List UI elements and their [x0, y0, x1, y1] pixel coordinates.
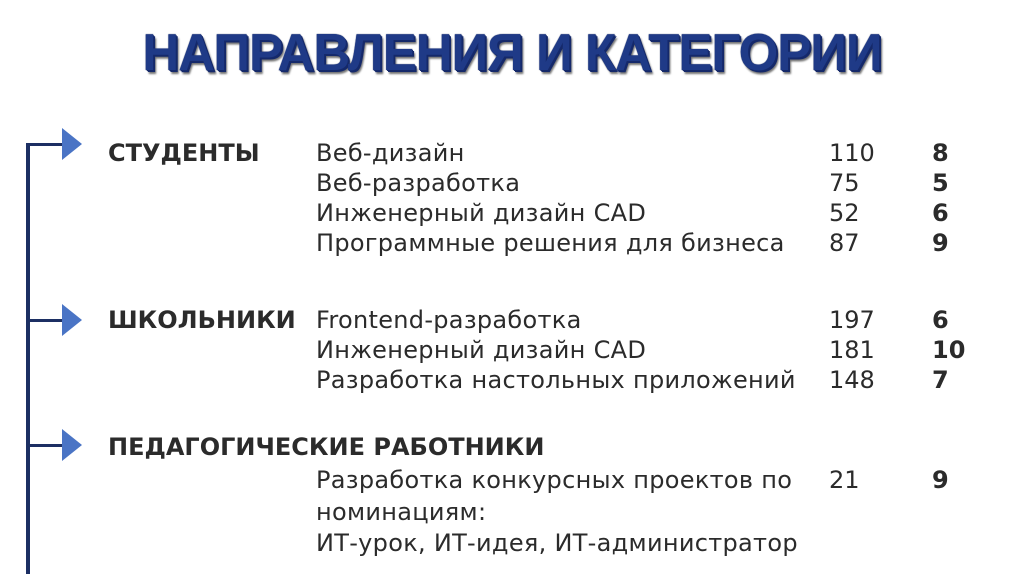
rating-value: 6	[932, 306, 949, 334]
course-name: Веб-дизайн	[316, 139, 465, 167]
course-name: Инженерный дизайн CAD	[316, 199, 647, 227]
participant-count: 148	[829, 366, 875, 394]
course-name: Программные решения для бизнеса	[316, 229, 785, 257]
participant-count: 181	[829, 336, 875, 364]
course-name: Frontend-разработка	[316, 306, 582, 334]
table-row	[0, 199, 1024, 229]
table-row	[0, 139, 1024, 169]
rating-value: 9	[932, 229, 949, 257]
participant-count: 87	[829, 229, 860, 257]
table-row	[0, 169, 1024, 199]
table-row	[0, 366, 1024, 396]
rating-value: 10	[932, 336, 966, 364]
rating-value: 5	[932, 169, 949, 197]
participant-count: 21	[829, 466, 860, 494]
table-row	[0, 306, 1024, 336]
course-name: Разработка настольных приложений	[316, 366, 796, 394]
participant-count: 197	[829, 306, 875, 334]
participant-count: 110	[829, 139, 875, 167]
table-row	[0, 229, 1024, 259]
course-name: Разработка конкурсных проектов по	[316, 466, 793, 494]
rating-value: 8	[932, 139, 949, 167]
category-teachers: ПЕДАГОГИЧЕСКИЕ РАБОТНИКИ	[108, 433, 545, 461]
course-name: Инженерный дизайн CAD	[316, 336, 647, 364]
slide-title: НАПРАВЛЕНИЯ И КАТЕГОРИИ	[142, 24, 882, 82]
category-schoolchildren: ШКОЛЬНИКИ	[108, 306, 296, 334]
rating-value: 6	[932, 199, 949, 227]
right-triangle-arrow-icon	[62, 429, 82, 461]
course-name-continuation: ИТ-урок, ИТ-идея, ИТ-администратор	[316, 529, 798, 557]
category-students: СТУДЕНТЫ	[108, 139, 260, 167]
rating-value: 9	[932, 466, 949, 494]
participant-count: 75	[829, 169, 860, 197]
table-row	[0, 336, 1024, 366]
rating-value: 7	[932, 366, 949, 394]
table-row	[0, 466, 1024, 496]
course-name-continuation: номинациям:	[316, 498, 487, 526]
participant-count: 52	[829, 199, 860, 227]
connector-branch-teachers	[26, 444, 66, 447]
course-name: Веб-разработка	[316, 169, 521, 197]
